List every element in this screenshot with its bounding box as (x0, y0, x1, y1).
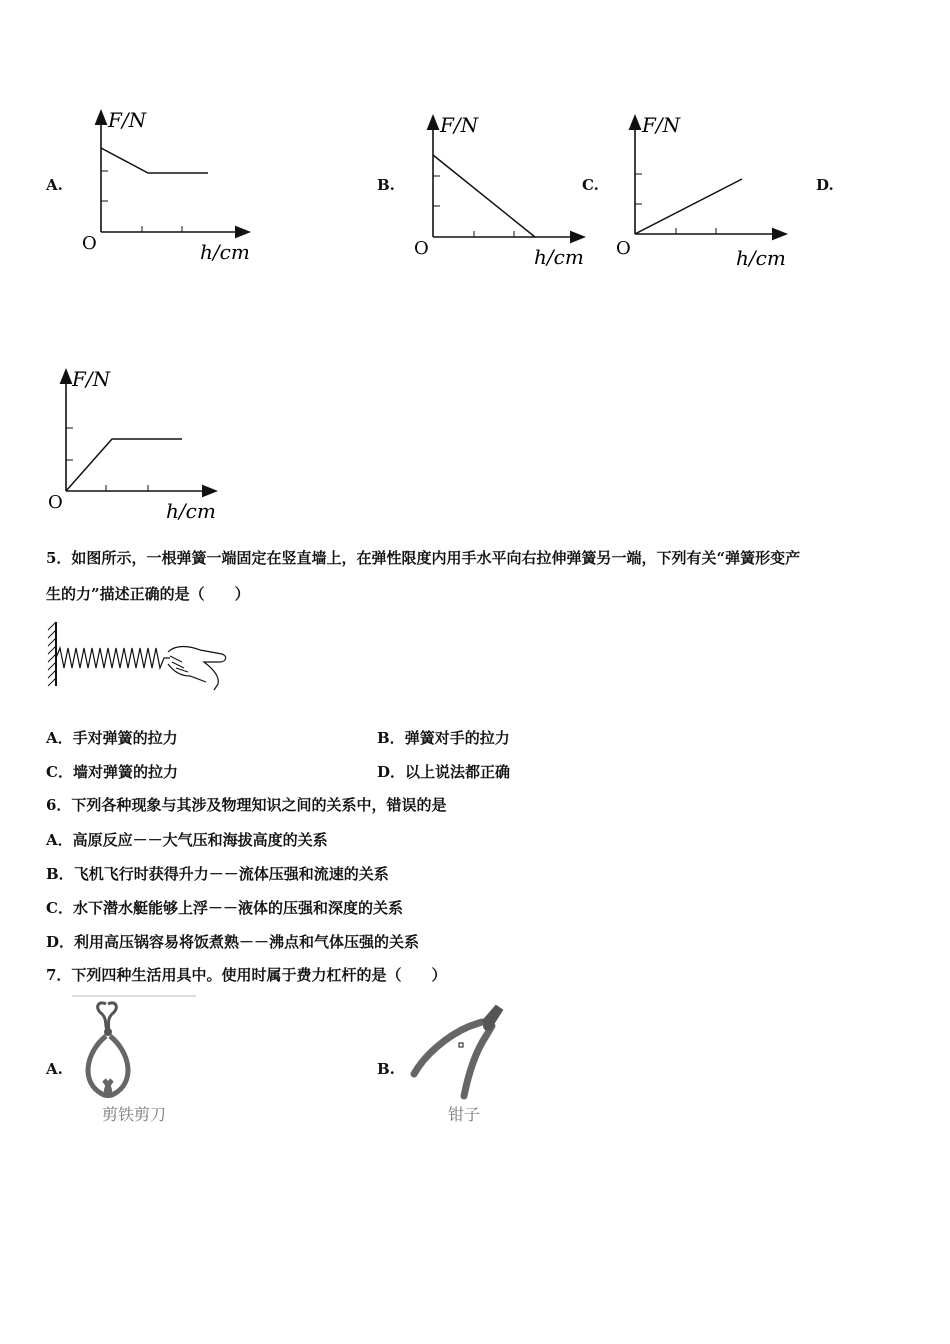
q5-option-b-letter: B． (377, 729, 405, 747)
q6-option-d-text: 利用高压锅容易将饭煮熟－－沸点和气体压强的关系 (74, 933, 420, 951)
q6-option-b-text: 飞机飞行时获得升力－－流体压强和流速的关系 (73, 865, 389, 883)
x-axis-label: h/cm (200, 240, 250, 264)
q5-option-b (377, 727, 510, 748)
option-b-label: B. (377, 176, 395, 194)
origin-label: O (616, 238, 631, 259)
x-axis-label: h/cm (736, 246, 786, 270)
q6-option-c-text: 水下潜水艇能够上浮－－液体的压强和深度的关系 (72, 899, 403, 917)
origin-label: O (414, 238, 429, 259)
q5-option-c-letter: C． (46, 763, 73, 781)
x-axis-label: h/cm (166, 499, 216, 523)
q6-option-a-text: 高原反应－－大气压和海拔高度的关系 (72, 831, 328, 849)
q5-option-c-text: 墙对弹簧的拉力 (72, 763, 178, 781)
q6-option-c-letter: C． (46, 899, 73, 917)
q5-option-a-letter: A． (46, 729, 73, 747)
q5-option-b-text: 弹簧对手的拉力 (404, 729, 510, 747)
q6-option-d (46, 931, 419, 952)
q7-option-a-caption: 剪铁剪刀 (102, 1105, 167, 1124)
metal-shears-image (72, 994, 200, 1126)
option-c-label: C. (582, 176, 599, 194)
x-axis-label: h/cm (534, 245, 584, 269)
q5-option-d-text: 以上说法都正确 (405, 763, 511, 781)
y-axis-label: F/N (440, 113, 479, 137)
option-d-label: D. (816, 176, 834, 194)
origin-label: O (48, 492, 63, 513)
q5-option-d-letter: D． (377, 763, 406, 781)
q5-option-a-text: 手对弹簧的拉力 (72, 729, 178, 747)
q5-option-d (377, 761, 510, 782)
q6-option-c (46, 897, 403, 918)
y-axis-label: F/N (72, 367, 111, 391)
y-axis-label: F/N (642, 113, 681, 137)
q6-option-a-letter: A． (46, 831, 73, 849)
origin-label: O (82, 233, 97, 254)
q5-option-a (46, 727, 178, 748)
graph-a (78, 105, 258, 270)
q7-option-a-label: A. (46, 1060, 63, 1078)
q7-stem: 7．下列四种生活用具中。使用时属于费力杠杆的是（ ） (46, 966, 447, 984)
q6-option-b-letter: B． (46, 865, 74, 883)
graph-d (44, 364, 224, 529)
q6-option-b (46, 863, 389, 884)
option-a-label: A. (46, 176, 63, 194)
q7-option-b-caption: 钳子 (448, 1105, 481, 1124)
q5-stem-line1: 5．如图所示，一根弹簧一端固定在竖直墙上，在弹性限度内用手水平向右拉伸弹簧另一端，下列有关“弹簧形变产 (46, 549, 801, 567)
y-axis-label: F/N (108, 108, 147, 132)
q5-stem-line2: 生的力”描述正确的是（ ） (46, 585, 250, 603)
q5-option-c (46, 761, 178, 782)
q6-option-d-letter: D． (46, 933, 75, 951)
spring-wall-hand-figure (44, 618, 234, 694)
q7-option-b-label: B. (377, 1060, 395, 1078)
q6-option-a (46, 829, 328, 850)
graph-c (612, 110, 792, 275)
q6-stem: 6．下列各种现象与其涉及物理知识之间的关系中，错误的是 (46, 796, 447, 814)
pliers-image (402, 996, 512, 1126)
graph-b (410, 110, 590, 275)
